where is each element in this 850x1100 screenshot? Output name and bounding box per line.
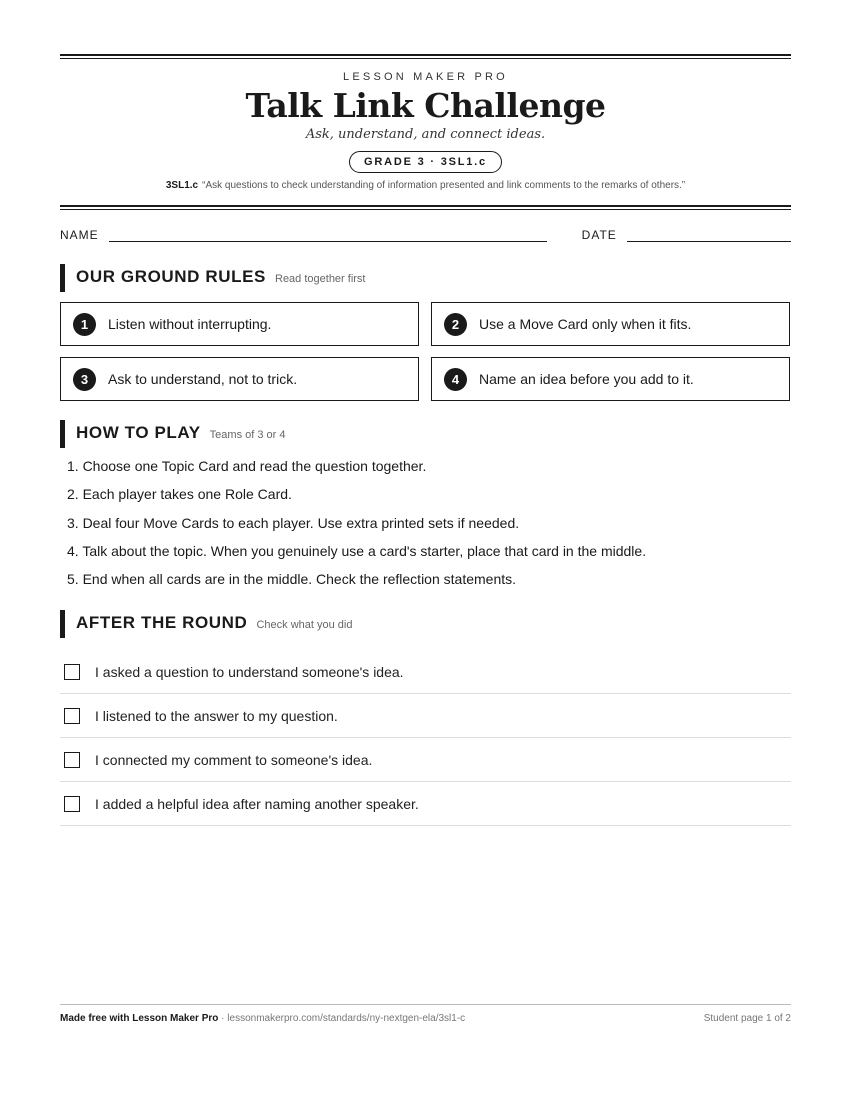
rule-card — [60, 357, 419, 401]
checklist-item — [60, 694, 791, 738]
after-round-heading — [60, 610, 791, 638]
checklist-item — [60, 738, 791, 782]
standard-code: 3SL1.c — [165, 180, 199, 191]
date-label: DATE — [581, 228, 617, 242]
checklist-text: I listened to the answer to my question. — [95, 707, 338, 724]
name-field[interactable] — [109, 229, 547, 242]
how-to-play-heading — [60, 420, 791, 448]
name-date-row — [60, 228, 791, 242]
standard-text: “Ask questions to check understanding of information presented and link comments to the remarks of others.” — [202, 180, 686, 191]
step-item: 5. End when all cards are in the middle. Check the reflection statements. — [67, 571, 517, 588]
footer-url[interactable]: lessonmakerpro.com/standards/ny-nextgen-ela/3sl1-c — [227, 1013, 466, 1024]
rule-number-badge: 3 — [73, 368, 96, 391]
date-field[interactable] — [627, 229, 791, 242]
checklist-item — [60, 782, 791, 826]
step-item: 4. Talk about the topic. When you genuinely use a card's starter, place that card in the middle. — [67, 542, 647, 559]
step-item: 1. Choose one Topic Card and read the question together. — [67, 458, 427, 474]
rule-number-badge: 2 — [444, 313, 467, 336]
after-round-note: Check what you did — [256, 619, 353, 632]
rule-number-badge: 1 — [73, 313, 96, 336]
rule-text: Ask to understand, not to trick. — [108, 371, 298, 387]
rule-card — [431, 357, 790, 401]
page-footer — [60, 1004, 791, 1024]
footer-page-number: Student page 1 of 2 — [703, 1013, 791, 1024]
brand-name: LESSON MAKER PRO — [343, 71, 508, 83]
rule-card — [60, 302, 419, 346]
standard-line — [60, 180, 791, 191]
rule-text: Name an idea before you add to it. — [479, 371, 694, 387]
checkbox[interactable] — [64, 664, 80, 680]
footer-separator: · — [218, 1013, 228, 1024]
step-item: 3. Deal four Move Cards to each player. Use extra printed sets if needed. — [67, 514, 520, 531]
step-item: 2. Each player takes one Role Card. — [67, 486, 292, 503]
worksheet-page — [60, 54, 791, 826]
checklist-text: I added a helpful idea after naming another speaker. — [95, 795, 419, 812]
page-title: Talk Link Challenge — [245, 86, 606, 125]
rule-number-badge: 4 — [444, 368, 467, 391]
checkbox[interactable] — [64, 708, 80, 724]
checklist-item — [60, 650, 791, 694]
checklist-text: I asked a question to understand someone's idea. — [95, 663, 404, 680]
rule-text: Listen without interrupting. — [108, 316, 272, 332]
ground-rules-title: OUR GROUND RULES — [76, 267, 266, 286]
ground-rules-note: Read together first — [275, 273, 366, 285]
checkbox[interactable] — [64, 752, 80, 768]
reflection-checklist — [60, 650, 791, 826]
footer-made-with: Made free with Lesson Maker Pro — [60, 1013, 219, 1024]
grade-badge: GRADE 3 · 3SL1.c — [349, 151, 502, 173]
page-subtitle: Ask, understand, and connect ideas. — [305, 127, 546, 142]
header-double-rule — [60, 205, 791, 210]
name-label: NAME — [60, 228, 99, 242]
after-round-title: AFTER THE ROUND — [76, 613, 248, 633]
checkbox[interactable] — [64, 796, 80, 812]
rule-text: Use a Move Card only when it fits. — [479, 316, 692, 332]
how-to-play-steps — [60, 456, 791, 597]
ground-rules-heading — [60, 264, 791, 292]
footer-credit — [60, 1013, 465, 1024]
top-double-rule — [60, 54, 791, 59]
how-to-play-note: Teams of 3 or 4 — [209, 429, 286, 441]
how-to-play-title: HOW TO PLAY — [76, 423, 201, 442]
checklist-text: I connected my comment to someone's idea. — [95, 751, 373, 768]
ground-rules-grid — [60, 302, 791, 401]
rule-card — [431, 302, 790, 346]
